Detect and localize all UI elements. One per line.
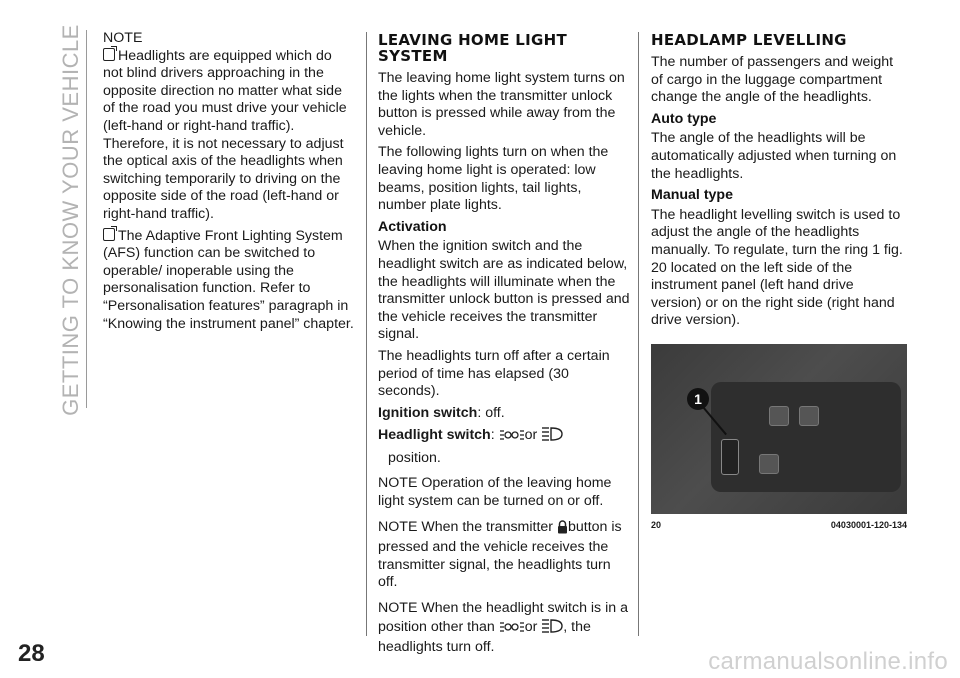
paragraph: The angle of the headlights will be automatically adjusted when turning on the headlights.	[651, 130, 897, 182]
position-lights-icon	[499, 428, 525, 448]
side-title	[56, 24, 86, 416]
column-divider-1	[366, 32, 367, 636]
note-paragraph-2: The Adaptive Front Lighting System (AFS) function can be switched to operable/ inoperable using the personalisation function. Refer to “Personalisation features” paragraph in “Knowing the instrument panel” chapter.	[103, 227, 354, 332]
position-text: position.	[388, 449, 441, 466]
note-leaving-home: NOTE Operation of the leaving home light system can be turned on or off.	[378, 475, 612, 510]
headlight-icon	[541, 426, 563, 448]
paragraph: The headlight levelling switch is used to adjust the angle of the headlights manually. To regulate, turn the ring 1 fig. 20 located on the left side of the instrument panel (left hand drive version) or on the right side (right hand drive version).	[651, 206, 903, 329]
note-bullet-icon	[103, 228, 115, 241]
column-1	[103, 30, 355, 337]
watermark: carmanualsonline.info	[708, 648, 948, 675]
note-headlight-switch: NOTE When the headlight switch is in a position other than or , the headlights turn off.	[378, 600, 628, 656]
ignition-line: Ignition switch: off.	[378, 404, 505, 421]
panel-switch	[799, 406, 819, 426]
section-heading-leaving-home: LEAVING HOME LIGHT SYSTEM	[378, 31, 568, 65]
side-title-text: GETTING TO KNOW YOUR VEHICLE	[58, 24, 83, 416]
paragraph: The headlights turn off after a certain period of time has elapsed (30 seconds).	[378, 347, 610, 400]
figure-headlight-levelling-switch	[651, 344, 907, 514]
figure-number: 20	[651, 519, 662, 530]
paragraph: The leaving home light system turns on the lights when the transmitter unlock button is pressed while away from the vehicle.	[378, 70, 625, 139]
section-heading-headlamp-levelling: HEADLAMP LEVELLING	[651, 31, 847, 49]
figure-code: 04030001-120-134	[830, 519, 907, 530]
activation-heading: Activation	[378, 218, 447, 235]
position-lights-icon	[499, 620, 525, 640]
manual-type-heading: Manual type	[651, 187, 733, 204]
auto-type-heading: Auto type	[651, 110, 717, 127]
headlight-icon	[541, 618, 563, 640]
lock-icon	[557, 520, 568, 540]
panel-switch	[769, 406, 789, 426]
note-paragraph-1: Headlights are equipped which do not blind drivers approaching in the opposite direction no matter what side of the road you must drive your vehicle (left-hand or right-hand traffic). Therefore, it is not necessary to adjust the optical axis of the headlights when switching temporarily to driving on the opposite side of the road (left-hand or right-hand traffic).	[103, 47, 347, 222]
paragraph: The number of passengers and weight of cargo in the luggage compartment change the angle of the headlights.	[651, 54, 894, 106]
column-2	[378, 30, 630, 661]
figure-caption	[651, 517, 907, 535]
figure-callout: 1	[687, 388, 709, 410]
levelling-ring	[721, 439, 739, 475]
instrument-panel-image	[711, 382, 901, 492]
page-number: 28	[18, 640, 45, 667]
column-divider-2	[638, 32, 639, 636]
paragraph: When the ignition switch and the headlight switch are as indicated below, the headlights will illuminate when the transmitter unlock button is pressed and the vehicle receives the transmitter signal.	[378, 238, 630, 343]
note-bullet-icon	[103, 48, 115, 61]
note-transmitter: NOTE When the transmitter button is pressed and the vehicle receives the transmitter signal, the headlights turn off.	[378, 518, 622, 591]
paragraph: The following lights turn on when the leaving home light is operated: low beams, position lights, tail lights, number plate lights.	[378, 144, 609, 214]
side-divider	[86, 30, 87, 408]
panel-switch	[759, 454, 779, 474]
note-label: NOTE	[103, 30, 143, 46]
headlight-line: Headlight switch: or	[378, 426, 630, 448]
column-3	[651, 30, 907, 535]
